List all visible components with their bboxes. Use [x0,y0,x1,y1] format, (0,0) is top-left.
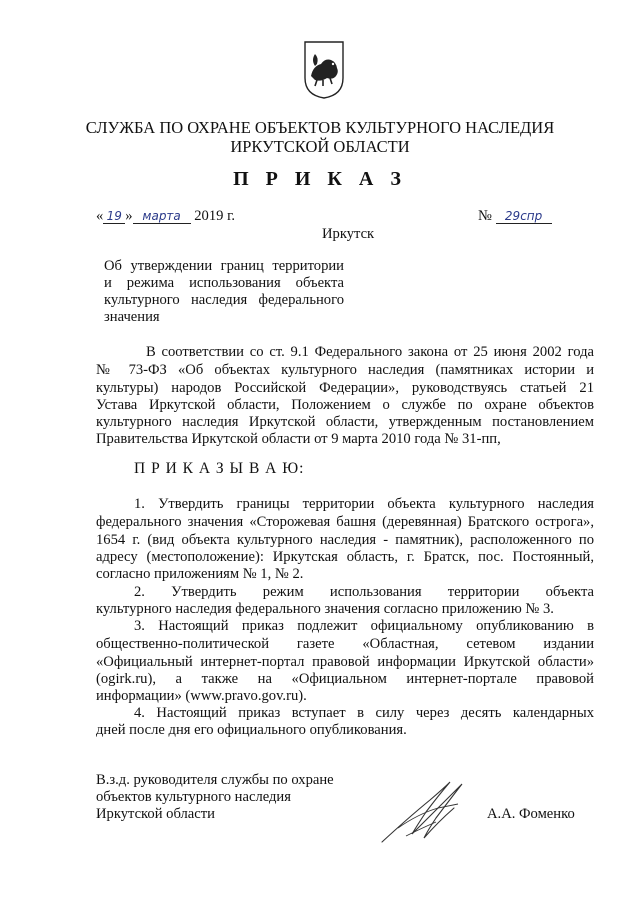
order-item-line: адресу (местоположение): Иркутская область, г. Братск, пос. Постоянный, [96,549,594,565]
order-number-value: 29спр [496,210,552,224]
handwritten-signature-icon [378,778,468,846]
subject-line: культурного наследия федерального [104,292,344,308]
order-item-line: культурного наследия федерального значения согласно приложению № 3. [96,601,554,617]
organization-name-line-2: ИРКУТСКОЙ ОБЛАСТИ [230,137,410,156]
order-item-line: «Официальный интернет-портал правовой информации Иркутской области» [96,654,594,670]
city-name: Иркутск [322,226,375,242]
coat-of-arms-icon [303,40,345,100]
order-item-line: дней после дня его официального опубликования. [96,722,407,738]
order-item-line: (ogirk.ru), а также на «Официальном интернет-портале правовой [96,671,594,687]
order-item-line: 1654 г. (вид объекта культурного наследия - памятник), расположенного по [96,532,594,548]
date-month: марта [133,210,191,224]
subject-line: Об утверждении границ территории [104,258,344,274]
order-number [478,208,552,225]
order-item-line: 2. Утвердить режим использования территории объекта [134,584,594,600]
order-item-line: общественно-политической газете «Областная, сетевом издании [96,636,594,652]
order-item-line: федерального значения «Сторожевая башня (деревянная) Братского острога», [96,514,594,530]
order-item-line: согласно приложениям № 1, № 2. [96,566,304,582]
preamble-line: культурного наследия Иркутской области, утвержденным постановлением [96,414,594,430]
preamble-line: В соответствии со ст. 9.1 Федерального закона от 25 июня 2002 года [146,344,594,360]
date-quote-open: « [96,208,104,224]
signer-position-line: объектов культурного наследия [96,789,291,805]
organization-name-line-1: СЛУЖБА ПО ОХРАНЕ ОБЪЕКТОВ КУЛЬТУРНОГО НАСЛЕДИЯ [85,118,555,137]
order-word: П Р И К А З Ы В А Ю: [134,460,305,477]
preamble-line: Устава Иркутской области, Положением о службе по охране объектов [96,397,594,413]
date-quote-close: » [125,208,133,224]
order-item-line: 4. Настоящий приказ вступает в силу через десять календарных [134,705,594,721]
subject-line: значения [104,309,160,325]
order-item-line: 1. Утвердить границы территории объекта культурного наследия [134,496,594,512]
order-item-line: 3. Настоящий приказ подлежит официальному опубликованию в [134,618,594,634]
signer-position-line: В.з.д. руководителя службы по охране [96,772,334,788]
date-year: 2019 г. [194,208,236,224]
order-item-line: информации» (www.pravo.gov.ru). [96,688,307,704]
document-type-title: П Р И К А З [233,168,407,190]
order-date [96,208,235,225]
signer-position-line: Иркутской области [96,806,215,822]
preamble-line: культуры) народов Российской Федерации», руководствуясь статьей 21 [96,380,594,396]
preamble-line: Правительства Иркутской области от 9 марта 2010 года № 31-пп, [96,431,501,447]
order-number-label: № [478,208,492,224]
signer-name: А.А. Фоменко [487,806,575,822]
date-day: 19 [103,210,125,224]
preamble-line: № 73-ФЗ «Об объектах культурного наследия (памятниках истории и [96,362,594,378]
subject-line: и режима использования объекта [104,275,344,291]
